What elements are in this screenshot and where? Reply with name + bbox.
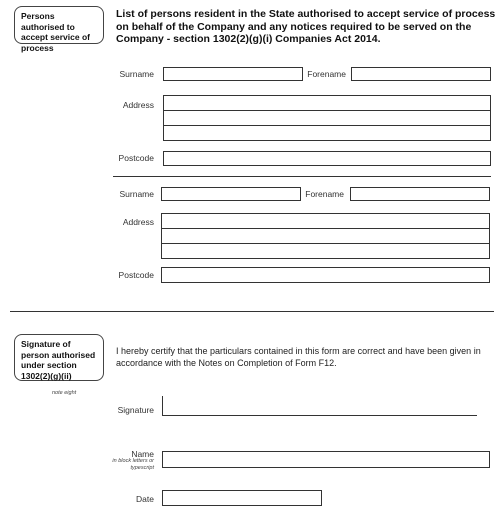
person-2-address-line-1[interactable] bbox=[161, 213, 490, 229]
signature-tick bbox=[162, 396, 163, 416]
person-2-surname-label: Surname bbox=[119, 189, 154, 199]
person-2-address-label: Address bbox=[122, 217, 154, 227]
person-1-address-line-1[interactable] bbox=[163, 95, 491, 111]
signature-line[interactable] bbox=[162, 415, 477, 416]
person-1-forename-field[interactable] bbox=[351, 67, 491, 81]
signature-label: Signature bbox=[117, 405, 154, 415]
section-a-side-label bbox=[14, 6, 104, 53]
section-b-side-label-text: Signature of person authorised under section 1302(2)(g)(ii) bbox=[21, 339, 96, 381]
person-1-surname-field[interactable] bbox=[163, 67, 303, 81]
person-1-forename-label: Forename bbox=[307, 69, 346, 79]
name-label: Name bbox=[131, 449, 154, 459]
section-a-side-label-text: Persons authorised to accept service of process bbox=[21, 11, 90, 53]
name-field[interactable] bbox=[162, 451, 490, 468]
section-a-heading bbox=[116, 8, 496, 46]
note-reference: note eight bbox=[52, 390, 77, 396]
person-1-address-label: Address bbox=[122, 100, 154, 110]
person-2-surname-field[interactable] bbox=[161, 187, 301, 201]
person-1-address-line-3[interactable] bbox=[163, 125, 491, 141]
person-1-postcode-field[interactable] bbox=[163, 151, 491, 166]
date-field[interactable] bbox=[162, 490, 322, 506]
person-2-address-line-3[interactable] bbox=[161, 243, 490, 259]
person-2-address-line-2[interactable] bbox=[161, 228, 490, 244]
date-label: Date bbox=[136, 494, 154, 504]
section-a-heading-text: List of persons resident in the State authorised to accept service of process on behalf of the Company and any notices required to be served on the Company - section 1302(2)(g)(i) Companies Act 2014. bbox=[116, 8, 496, 45]
person-2-postcode-field[interactable] bbox=[161, 267, 490, 283]
person-2-forename-label: Forename bbox=[305, 189, 344, 199]
section-divider bbox=[10, 311, 494, 312]
person-2-forename-field[interactable] bbox=[350, 187, 490, 201]
certification-text: I hereby certify that the particulars contained in this form are correct and have been given in accordance with the Notes on Completion of Form F12. bbox=[116, 346, 481, 368]
person-1-surname-label: Surname bbox=[119, 69, 154, 79]
person-2-postcode-label: Postcode bbox=[118, 270, 154, 280]
section-b-side-label bbox=[14, 334, 104, 381]
name-hint: in block letters or typescript bbox=[112, 458, 154, 471]
person-divider bbox=[113, 176, 491, 177]
person-1-postcode-label: Postcode bbox=[118, 153, 154, 163]
person-1-address-line-2[interactable] bbox=[163, 110, 491, 126]
